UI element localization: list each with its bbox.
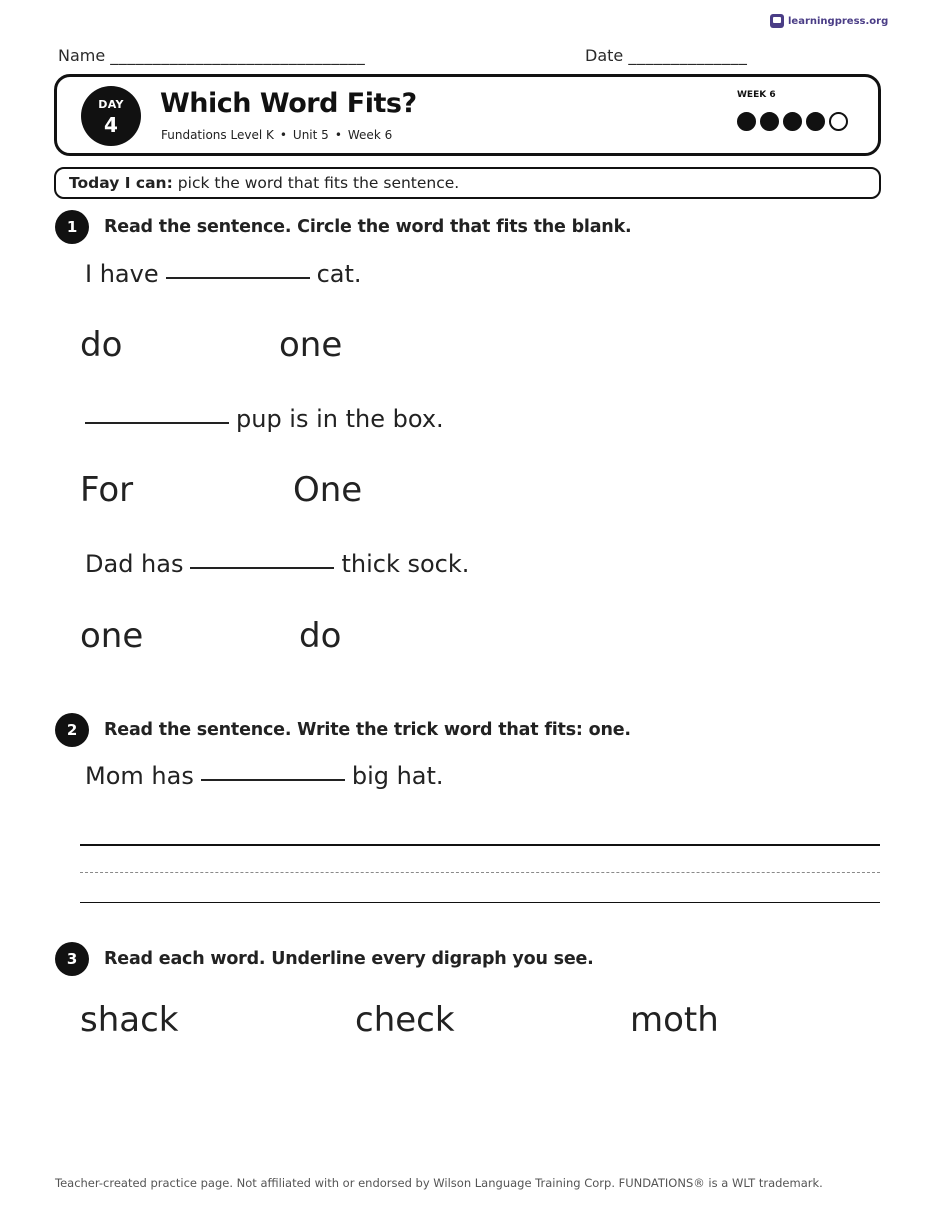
page-title: Which Word Fits? <box>160 88 417 119</box>
question-number-badge: 2 <box>55 713 89 747</box>
subtitle-week: Week 6 <box>347 128 393 142</box>
progress-dot-filled <box>806 112 825 131</box>
subtitle-level: Fundations Level K <box>161 128 274 142</box>
q1-choice[interactable]: one <box>80 616 144 656</box>
q1-choice[interactable]: do <box>299 616 342 656</box>
sentence-text-after: thick sock. <box>341 550 470 578</box>
subtitle-separator: • <box>334 128 342 142</box>
question-2-instruction: Read the sentence. Write the trick word that fits: one. <box>104 720 631 740</box>
question-2-heading <box>55 713 631 747</box>
goal-text: pick the word that fits the sentence. <box>177 174 460 192</box>
date-field[interactable] <box>585 46 747 65</box>
date-blank[interactable]: ______________ <box>628 46 748 65</box>
sentence-text-before: Mom has <box>85 762 194 790</box>
q3-word[interactable]: check <box>355 1000 455 1040</box>
q1-sentence-2 <box>85 405 444 433</box>
progress-dot-filled <box>760 112 779 131</box>
q2-sentence <box>85 762 444 790</box>
sentence-text-after: cat. <box>316 260 362 288</box>
day-label: DAY <box>98 98 124 111</box>
answer-blank[interactable] <box>201 779 345 781</box>
name-blank[interactable]: ______________________________ <box>110 46 366 65</box>
answer-blank[interactable] <box>85 422 229 424</box>
learning-goal <box>54 167 881 199</box>
q1-choice[interactable]: one <box>279 325 343 365</box>
week-label: WEEK 6 <box>737 90 776 100</box>
question-number-badge: 3 <box>55 942 89 976</box>
q1-choice[interactable]: One <box>293 470 363 510</box>
subtitle-separator: • <box>279 128 287 142</box>
handwriting-mid-line[interactable] <box>80 872 880 873</box>
goal-label: Today I can: <box>69 174 173 192</box>
question-1-heading <box>55 210 631 244</box>
brand-logo <box>770 13 888 29</box>
handwriting-base-line[interactable] <box>80 902 880 903</box>
question-3-heading <box>55 942 594 976</box>
answer-blank[interactable] <box>190 567 334 569</box>
brand-text: learningpress.org <box>788 15 889 27</box>
day-number: 4 <box>104 113 118 137</box>
progress-dot-filled <box>737 112 756 131</box>
answer-blank[interactable] <box>166 277 310 279</box>
page-subtitle <box>161 128 392 142</box>
q1-sentence-1 <box>85 260 362 288</box>
q1-choice[interactable]: For <box>80 470 134 510</box>
week-progress-dots <box>737 112 848 131</box>
book-icon <box>770 14 784 28</box>
day-badge <box>81 86 141 146</box>
sentence-text-after: pup is in the box. <box>236 405 444 433</box>
question-3-instruction: Read each word. Underline every digraph you see. <box>104 949 594 969</box>
q3-word[interactable]: shack <box>80 1000 179 1040</box>
name-field[interactable] <box>58 46 365 65</box>
question-number-badge: 1 <box>55 210 89 244</box>
name-label: Name <box>58 46 106 65</box>
sentence-text-before: I have <box>85 260 159 288</box>
question-1-instruction: Read the sentence. Circle the word that fits the blank. <box>104 217 632 237</box>
q1-sentence-3 <box>85 550 469 578</box>
date-label: Date <box>585 46 624 65</box>
progress-dot-empty <box>829 112 848 131</box>
title-box <box>54 74 881 156</box>
q1-choice[interactable]: do <box>80 325 123 365</box>
q3-word[interactable]: moth <box>630 1000 719 1040</box>
sentence-text-before: Dad has <box>85 550 184 578</box>
progress-dot-filled <box>783 112 802 131</box>
footer-disclaimer: Teacher-created practice page. Not affiliated with or endorsed by Wilson Language Training Corp. FUNDATIONS® is a WLT trademark. <box>55 1176 823 1190</box>
sentence-text-after: big hat. <box>351 762 444 790</box>
subtitle-unit: Unit 5 <box>292 128 329 142</box>
handwriting-top-line[interactable] <box>80 844 880 846</box>
